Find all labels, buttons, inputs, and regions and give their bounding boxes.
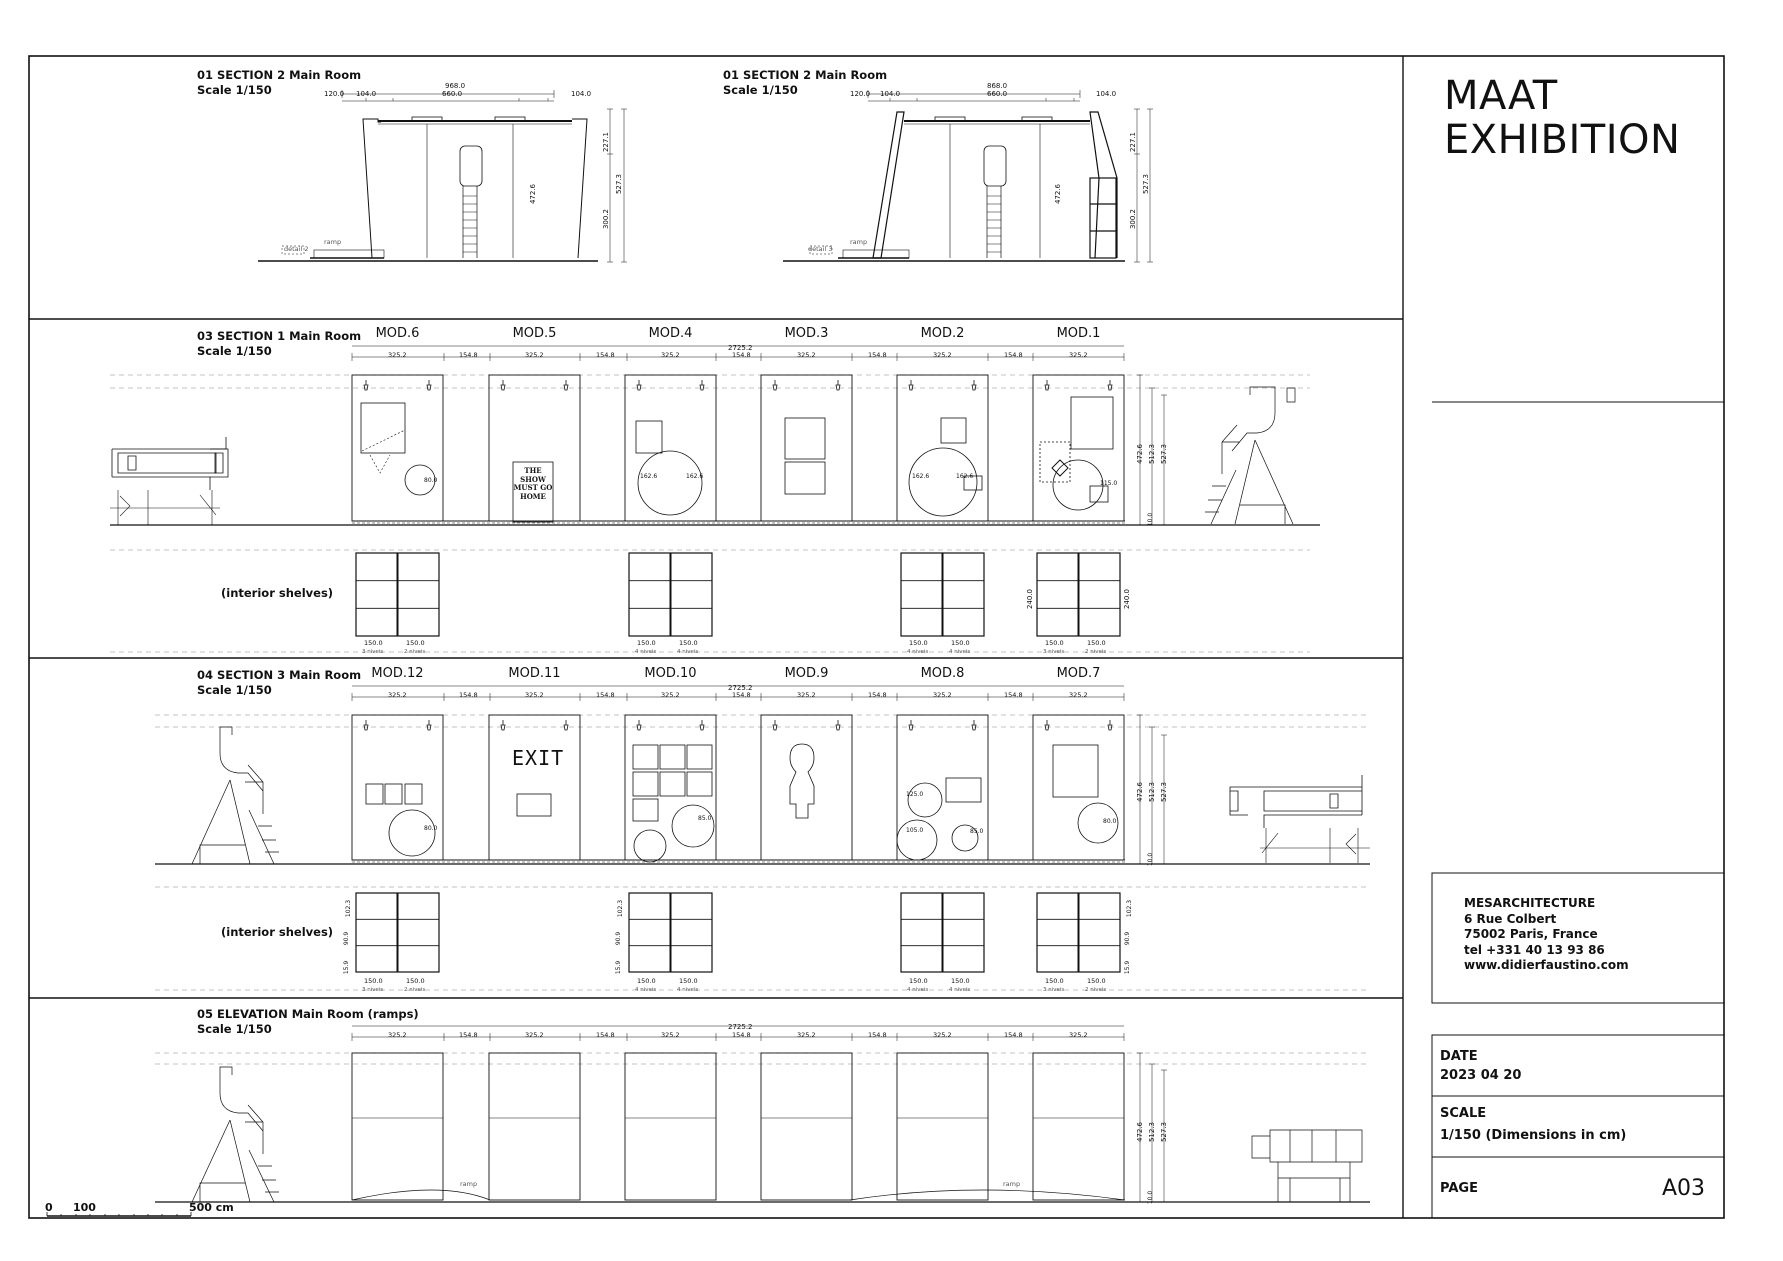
artwork-frame: [1090, 486, 1108, 502]
artwork-frame: [660, 772, 685, 796]
dim-shelf-bay: 150.0: [951, 977, 970, 985]
dim-sec2a-h3: 300.2: [602, 208, 611, 230]
interior-shelves-label-1: (interior shelves): [221, 586, 334, 600]
dim-shelf-bay: 150.0: [406, 639, 425, 647]
spotlight-icon: [364, 720, 368, 730]
dim-gap-width: 154.8: [1004, 351, 1023, 359]
artwork-frame: [897, 820, 937, 860]
dim-sec2b-total: 868.0: [987, 82, 1008, 90]
spotlight-icon: [427, 380, 431, 390]
office-website: www.didierfaustino.com: [1464, 958, 1629, 972]
shelf-levels: 4 niveis: [907, 987, 929, 993]
shelf-levels: 4 niveis: [677, 987, 699, 993]
dim-sec2b-h1: 227.1: [1129, 131, 1138, 153]
dim-module-width: 325.2: [388, 691, 407, 699]
dim-shelf-bay: 150.0: [406, 977, 425, 985]
spotlight-icon: [1045, 380, 1049, 390]
dim-height-b3: 512.3: [1148, 1121, 1157, 1143]
wall-panel: [489, 715, 580, 860]
dim-shelf-bay: 150.0: [909, 977, 928, 985]
elevation-drawing: [155, 1026, 1370, 1205]
dim-gap-width: 154.8: [732, 1031, 751, 1039]
spotlight-icon: [836, 380, 840, 390]
module-label: MOD.7: [1056, 666, 1101, 681]
dim-height-c2: 527.3: [1160, 781, 1169, 803]
scale-value: 1/150 (Dimensions in cm): [1440, 1128, 1627, 1143]
dim-module-width: 325.2: [933, 691, 952, 699]
dim-circle-850-a: 85.0: [698, 815, 712, 822]
dim-shelf-height-2: 240.0: [1123, 588, 1132, 610]
artwork-frame: [908, 783, 942, 817]
artwork-frame: [366, 784, 383, 804]
artwork-frame: [941, 418, 966, 443]
dim-sec2a-total: 968.0: [445, 82, 466, 90]
artwork-frame: [638, 451, 702, 515]
section-2b-scale: Scale 1/150: [723, 83, 798, 97]
artwork-frame: [785, 418, 825, 459]
dim-sec2a-h2: 527.3: [615, 173, 624, 195]
section-2b-title-text: 01 SECTION 2 Main Room: [723, 68, 888, 82]
dim-sec2a-h1: 227.1: [602, 131, 611, 153]
dim-module-width: 325.2: [525, 1031, 544, 1039]
wall-panel: [761, 1053, 852, 1200]
dim-sec2b-h2: 527.3: [1142, 173, 1151, 195]
elevation-title-text: 05 ELEVATION Main Room (ramps): [197, 1007, 419, 1021]
section-3-title-text: 04 SECTION 3 Main Room: [197, 668, 362, 682]
dim-gap-width: 154.8: [596, 691, 615, 699]
wall-panel: [352, 375, 443, 521]
dim-height-a1: 472.6: [1136, 443, 1145, 465]
exit-artwork: EXIT: [512, 746, 565, 770]
dim-gap-width: 154.8: [459, 351, 478, 359]
dim-module-width: 325.2: [661, 1031, 680, 1039]
dim-circle-850-b: 85.0: [970, 828, 984, 835]
artwork-frame: [633, 799, 658, 821]
dim-shelf-bay: 150.0: [679, 639, 698, 647]
detail-3-label: detail 3: [808, 245, 833, 253]
dim-circle-1250: 125.0: [906, 791, 924, 798]
office-name: MESARCHITECTURE: [1464, 896, 1596, 910]
wall-panel: [625, 1053, 716, 1200]
spotlight-icon: [909, 720, 913, 730]
shelf-levels: 3 niveis: [1043, 649, 1065, 655]
dim-module-width: 325.2: [797, 351, 816, 359]
dim-circle-1626-a: 162.6: [640, 473, 658, 480]
spotlight-icon: [773, 720, 777, 730]
dim-shelf-height-1: 240.0: [1026, 588, 1035, 610]
shelf-levels: 3 niveis: [362, 649, 384, 655]
dim-base-2: 10.0: [1147, 852, 1155, 867]
artwork-frame: [1053, 460, 1103, 510]
dim-sec2b-side2: 104.0: [880, 90, 901, 98]
dim-height-a2: 472.6: [1136, 781, 1145, 803]
dim-gap-width: 154.8: [596, 1031, 615, 1039]
shelf-levels: 3 niveis: [1043, 987, 1065, 993]
dim-sec2a-mid: 660.0: [442, 90, 463, 98]
dim-module-width: 325.2: [661, 351, 680, 359]
module-label: MOD.9: [784, 666, 829, 681]
dim-height-c3: 527.3: [1160, 1121, 1169, 1143]
dim-shelf-bay: 150.0: [909, 639, 928, 647]
human-figure: [790, 744, 814, 818]
office-info: [1464, 896, 1629, 974]
shelf-levels: 4 niveis: [635, 649, 657, 655]
dim-gap-width: 154.8: [459, 1031, 478, 1039]
dim-shelf-vertical: 15.9: [1124, 960, 1132, 975]
dim-gap-width: 154.8: [1004, 1031, 1023, 1039]
dim-shelf-bay: 150.0: [637, 977, 656, 985]
office-street: 6 Rue Colbert: [1464, 911, 1557, 926]
dim-height-b2: 512.3: [1148, 781, 1157, 803]
module-label: MOD.1: [1056, 326, 1101, 341]
elevation-scale: Scale 1/150: [197, 1022, 272, 1036]
dim-overall-2: 2725.2: [728, 684, 753, 692]
detail-2-label: detail 2: [284, 245, 309, 253]
module-label: MOD.11: [508, 666, 561, 681]
dim-sec2a-inner: 472.6: [529, 183, 538, 205]
wall-panel: [625, 715, 716, 860]
section-1-drawing: [110, 346, 1320, 652]
spotlight-icon: [637, 380, 641, 390]
artwork-frame: [660, 745, 685, 769]
dim-sec2b-side: 120.0: [850, 90, 871, 98]
dim-shelf-vertical: 102.3: [617, 899, 625, 918]
dim-height-a3: 472.6: [1136, 1121, 1145, 1143]
spotlight-icon: [972, 720, 976, 730]
dim-gap-width: 154.8: [596, 351, 615, 359]
spotlight-icon: [501, 380, 505, 390]
dim-gap-width: 154.8: [459, 691, 478, 699]
dim-gap-width: 154.8: [868, 691, 887, 699]
scale-label: SCALE: [1440, 1106, 1487, 1121]
artwork-frame: [946, 778, 981, 802]
page-number: A03: [1662, 1176, 1706, 1201]
date-value: 2023 04 20: [1440, 1068, 1522, 1083]
artwork-frame: [361, 403, 405, 453]
wall-panel: [897, 715, 988, 860]
section-2b-drawing: [783, 90, 1153, 262]
artwork-frame: [785, 462, 825, 494]
artwork-frame: [909, 448, 977, 516]
shelf-levels: 4 niveis: [677, 649, 699, 655]
shelf-levels: 2 niveis: [1085, 987, 1107, 993]
dim-module-width: 325.2: [933, 1031, 952, 1039]
artwork-frame: [636, 421, 662, 453]
dim-shelf-bay: 150.0: [364, 639, 383, 647]
artwork-frame: [1053, 745, 1098, 797]
page-label: PAGE: [1440, 1181, 1478, 1196]
spotlight-icon: [364, 380, 368, 390]
dim-shelf-vertical: 15.9: [615, 960, 623, 975]
date-label: DATE: [1440, 1049, 1478, 1064]
office-tel: tel +331 40 13 93 86: [1464, 942, 1605, 957]
dim-sec2a-side: 120.0: [324, 90, 345, 98]
section-2a-scale: Scale 1/150: [197, 83, 272, 97]
module-label: MOD.8: [920, 666, 965, 681]
shelf-levels: 4 niveis: [949, 649, 971, 655]
dim-circle-1150: 115.0: [1100, 480, 1118, 487]
spotlight-icon: [1108, 720, 1112, 730]
dim-circle-1626-d: 162.6: [956, 473, 974, 480]
artwork-frame: [687, 745, 712, 769]
interior-shelves-label-2: (interior shelves): [221, 925, 334, 939]
module-label: MOD.2: [920, 326, 965, 341]
spotlight-icon: [700, 380, 704, 390]
module-label: MOD.4: [648, 326, 693, 341]
dim-sec2b-h3: 300.2: [1129, 208, 1138, 230]
dim-gap-width: 154.8: [868, 351, 887, 359]
dim-sec2a-side3: 104.0: [571, 90, 592, 98]
spotlight-icon: [972, 380, 976, 390]
dim-height-b1: 512.3: [1148, 443, 1157, 465]
dim-module-width: 325.2: [1069, 1031, 1088, 1039]
diagram-sketch: [362, 430, 405, 473]
dim-shelf-vertical: 90.9: [343, 931, 351, 946]
dim-height-c1: 527.3: [1160, 443, 1169, 465]
dim-shelf-bay: 150.0: [364, 977, 383, 985]
artwork-frame: [634, 830, 666, 862]
spotlight-icon: [1108, 380, 1112, 390]
dim-overall-3: 2725.2: [728, 1023, 753, 1031]
spotlight-icon: [427, 720, 431, 730]
dim-shelf-bay: 150.0: [951, 639, 970, 647]
dim-module-width: 325.2: [388, 1031, 407, 1039]
shelf-levels: 2 niveis: [404, 987, 426, 993]
office-city: 75002 Paris, France: [1464, 927, 1598, 941]
ramp-label-2: ramp: [850, 238, 868, 246]
shelf-levels: 2 niveis: [404, 649, 426, 655]
dim-gap-width: 154.8: [868, 1031, 887, 1039]
section-1-scale: Scale 1/150: [197, 344, 272, 358]
shelf-levels: 4 niveis: [949, 987, 971, 993]
dim-sec2b-mid: 660.0: [987, 90, 1008, 98]
ramp-label-4: ramp: [1003, 1180, 1021, 1188]
section-1-title-text: 03 SECTION 1 Main Room: [197, 329, 362, 343]
dim-shelf-vertical: 102.3: [1126, 899, 1134, 918]
spotlight-icon: [1045, 720, 1049, 730]
shelf-levels: 4 niveis: [635, 987, 657, 993]
wall-panel: [1033, 1053, 1124, 1200]
dim-shelf-bay: 150.0: [637, 639, 656, 647]
spotlight-icon: [501, 720, 505, 730]
dim-shelf-bay: 150.0: [1087, 977, 1106, 985]
dim-module-width: 325.2: [797, 691, 816, 699]
shelf-levels: 3 niveis: [362, 987, 384, 993]
graphic-scale-bar: [47, 1212, 191, 1216]
dim-shelf-bay: 150.0: [679, 977, 698, 985]
spotlight-icon: [773, 380, 777, 390]
dim-module-width: 325.2: [1069, 691, 1088, 699]
dim-module-width: 325.2: [1069, 351, 1088, 359]
scale-label-500: 500 cm: [189, 1201, 234, 1214]
module-label: MOD.12: [371, 666, 424, 681]
spotlight-icon: [836, 720, 840, 730]
spotlight-icon: [564, 380, 568, 390]
module-label: MOD.6: [375, 326, 420, 341]
dim-circle-1626-b: 162.6: [686, 473, 704, 480]
wall-panel: [625, 375, 716, 521]
artwork-frame: [385, 784, 402, 804]
dim-gap-width: 154.8: [732, 691, 751, 699]
poster-show-must-go-home: THE SHOW MUST GO HOME: [513, 466, 553, 501]
wall-panel: [761, 375, 852, 521]
dim-shelf-vertical: 15.9: [343, 960, 351, 975]
artwork-frame: [672, 805, 714, 847]
dim-shelf-vertical: 90.9: [1124, 931, 1132, 946]
wall-panel: [761, 715, 852, 860]
artwork-frame: [405, 784, 422, 804]
spotlight-icon: [564, 720, 568, 730]
spotlight-icon: [909, 380, 913, 390]
dim-base-3: 10.0: [1147, 1190, 1155, 1205]
project-title-line2: EXHIBITION: [1444, 117, 1681, 163]
dim-shelf-bay: 150.0: [1045, 639, 1064, 647]
module-label: MOD.5: [512, 326, 557, 341]
section-3-drawing: [155, 686, 1370, 990]
dim-circle-1050: 105.0: [906, 827, 924, 834]
spotlight-icon: [700, 720, 704, 730]
dim-shelf-vertical: 102.3: [345, 899, 353, 918]
section-2a-drawing: [258, 90, 627, 262]
shelf-levels: 2 niveis: [1085, 649, 1107, 655]
artwork-frame: [389, 810, 438, 856]
dim-base-1: 10.0: [1147, 512, 1155, 527]
dim-shelf-bay: 150.0: [1045, 977, 1064, 985]
dim-module-width: 325.2: [525, 691, 544, 699]
dim-circle-1626-c: 162.6: [912, 473, 930, 480]
dim-module-width: 325.2: [797, 1031, 816, 1039]
dim-shelf-vertical: 90.9: [615, 931, 623, 946]
artwork-frame: [517, 794, 551, 816]
spotlight-icon: [637, 720, 641, 730]
dim-module-width: 325.2: [933, 351, 952, 359]
module-label: MOD.10: [644, 666, 697, 681]
dim-module-width: 325.2: [388, 351, 407, 359]
project-title: [1444, 74, 1680, 162]
dim-gap-width: 154.8: [732, 351, 751, 359]
scale-label-0: 0: [45, 1201, 53, 1214]
dim-circle-800-c: 80.0: [1103, 818, 1117, 825]
artwork-frame: [633, 772, 658, 796]
section-3-scale: Scale 1/150: [197, 683, 272, 697]
section-3-title: [197, 668, 361, 698]
artwork-frame: [633, 745, 658, 769]
dim-gap-width: 154.8: [1004, 691, 1023, 699]
dim-overall-1: 2725.2: [728, 344, 753, 352]
dim-sec2a-side2: 104.0: [356, 90, 377, 98]
dim-sec2b-side3: 104.0: [1096, 90, 1117, 98]
sheet-frame: [29, 56, 1724, 1218]
section-1-title: [197, 329, 361, 359]
artwork-frame: [1071, 397, 1113, 449]
module-label: MOD.3: [784, 326, 829, 341]
shelf-levels: 4 niveis: [907, 649, 929, 655]
scale-label-100: 100: [73, 1201, 96, 1214]
wall-panel: [897, 1053, 988, 1200]
elevation-title: [197, 1007, 419, 1037]
ramp-label-1: ramp: [324, 238, 342, 246]
dim-module-width: 325.2: [661, 691, 680, 699]
wall-panel: [352, 1053, 443, 1200]
dim-shelf-bay: 150.0: [1087, 639, 1106, 647]
wall-panel: [489, 1053, 580, 1200]
dim-circle-800-a: 80.0: [424, 477, 438, 484]
artwork-frame: [687, 772, 712, 796]
ramp-label-3: ramp: [460, 1180, 478, 1188]
dim-module-width: 325.2: [525, 351, 544, 359]
dim-sec2b-inner: 472.6: [1054, 183, 1063, 205]
section-2a-title-text: 01 SECTION 2 Main Room: [197, 68, 362, 82]
project-title-line1: MAAT: [1444, 73, 1558, 119]
dim-circle-800-b: 80.0: [424, 825, 438, 832]
